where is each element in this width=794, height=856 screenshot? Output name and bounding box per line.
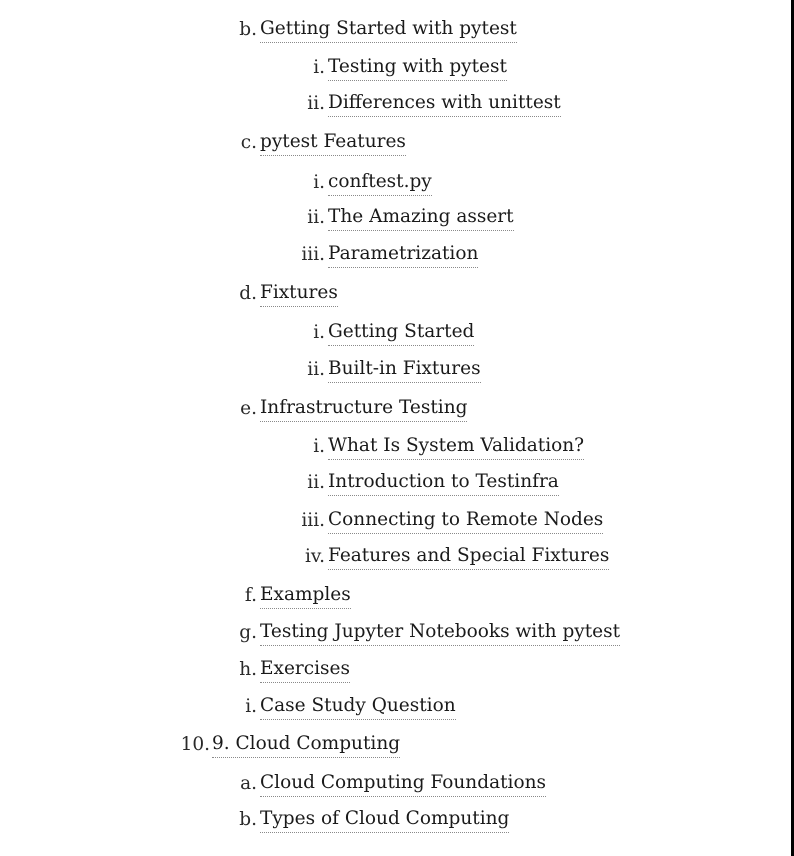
toc-marker: b. bbox=[239, 809, 257, 830]
toc-marker: ii. bbox=[307, 472, 325, 493]
toc-marker: c. bbox=[240, 132, 257, 153]
toc-link[interactable]: Testing Jupyter Notebooks with pytest bbox=[260, 619, 620, 646]
toc-link[interactable]: Getting Started bbox=[328, 319, 474, 346]
toc-link[interactable]: Cloud Computing Foundations bbox=[260, 770, 546, 797]
toc-marker: iv. bbox=[304, 546, 325, 567]
toc-link[interactable]: Infrastructure Testing bbox=[260, 395, 467, 422]
toc-marker: iii. bbox=[301, 244, 325, 265]
toc-link[interactable]: Introduction to Testinfra bbox=[328, 469, 559, 496]
toc-link[interactable]: Getting Started with pytest bbox=[260, 16, 517, 43]
toc-link[interactable]: Differences with unittest bbox=[328, 90, 561, 117]
toc-link[interactable]: Case Study Question bbox=[260, 693, 456, 720]
toc-marker: iii. bbox=[301, 510, 325, 531]
toc-link[interactable]: conftest.py bbox=[328, 169, 432, 196]
toc-link[interactable]: Exercises bbox=[260, 656, 350, 683]
toc-link[interactable]: Fixtures bbox=[260, 280, 338, 307]
toc-link[interactable]: Parametrization bbox=[328, 241, 478, 268]
toc-marker: ii. bbox=[307, 93, 325, 114]
toc-marker: a. bbox=[240, 773, 257, 794]
toc-marker: i. bbox=[245, 696, 257, 717]
toc-link[interactable]: Built-in Fixtures bbox=[328, 356, 481, 383]
toc-link[interactable]: Features and Special Fixtures bbox=[328, 543, 609, 570]
toc-link[interactable]: Testing with pytest bbox=[328, 54, 507, 81]
toc-link[interactable]: Connecting to Remote Nodes bbox=[328, 507, 603, 534]
toc-link[interactable]: The Amazing assert bbox=[328, 204, 514, 231]
toc-marker: ii. bbox=[307, 359, 325, 380]
toc-link[interactable]: Examples bbox=[260, 582, 351, 609]
toc-link[interactable]: Types of Cloud Computing bbox=[260, 806, 509, 833]
toc-marker: i. bbox=[313, 172, 325, 193]
toc-marker: i. bbox=[313, 322, 325, 343]
toc-marker: b. bbox=[239, 19, 257, 40]
toc-marker: g. bbox=[239, 622, 257, 643]
toc-marker: e. bbox=[240, 398, 257, 419]
toc-marker: d. bbox=[239, 283, 257, 304]
toc-marker: i. bbox=[313, 57, 325, 78]
toc-marker: ii. bbox=[307, 207, 325, 228]
toc-marker: i. bbox=[313, 436, 325, 457]
toc-link[interactable]: pytest Features bbox=[260, 129, 406, 156]
toc-marker: h. bbox=[239, 659, 257, 680]
toc-marker: f. bbox=[244, 585, 257, 606]
toc-marker: 10. bbox=[180, 734, 210, 755]
toc-link[interactable]: What Is System Validation? bbox=[328, 433, 584, 460]
toc-link[interactable]: 9. Cloud Computing bbox=[212, 731, 400, 758]
